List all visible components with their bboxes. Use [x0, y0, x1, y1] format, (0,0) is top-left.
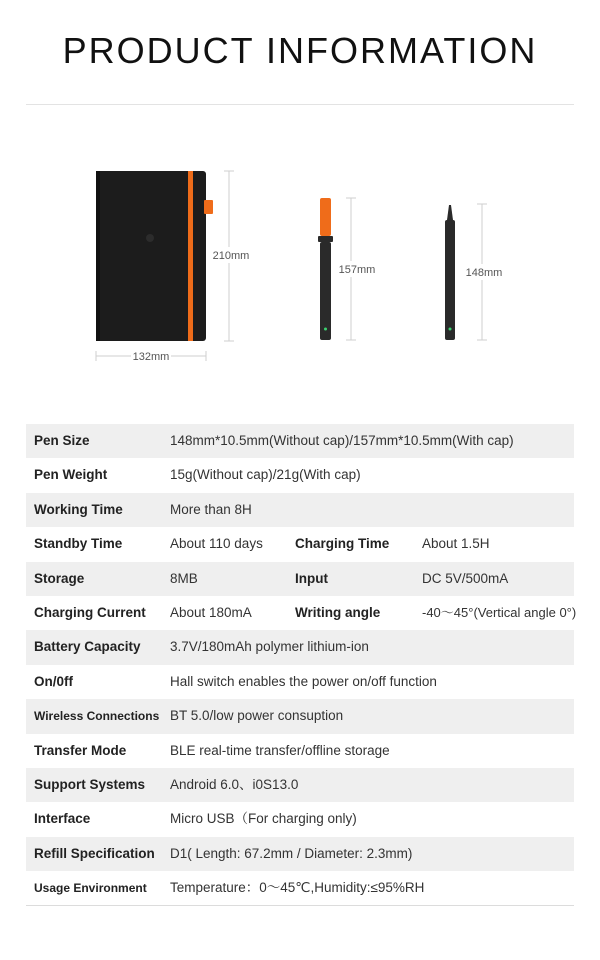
spec-row-refill-specification	[26, 837, 574, 871]
spec-label: Wireless Connections	[34, 709, 160, 724]
spec-value: 148mm*10.5mm(Without cap)/157mm*10.5mm(With cap)	[170, 433, 514, 448]
spec-row-support-systems	[26, 768, 574, 802]
pen-image	[445, 205, 455, 340]
spec-row-pen-weight	[26, 458, 574, 492]
pen-with-cap-length-label: 157mm	[338, 264, 376, 276]
spec-row-interface	[26, 802, 574, 836]
spec-label-secondary: Charging Time	[295, 536, 390, 552]
spec-value: BLE real-time transfer/offline storage	[170, 742, 390, 758]
spec-value: 15g(Without cap)/21g(With cap)	[170, 467, 361, 483]
spec-label-secondary: Writing angle	[295, 604, 381, 620]
pen-with-cap-image	[318, 198, 333, 340]
spec-label: Working Time	[34, 501, 123, 517]
spec-value: More than 8H	[170, 501, 252, 517]
spec-row-charging-current	[26, 596, 577, 630]
spec-row-usage-environment	[26, 871, 574, 905]
spec-value-secondary: DC 5V/500mA	[422, 570, 509, 586]
spec-value: Temperature：0～45℃,Humidity:≤95%RH	[170, 880, 425, 896]
spec-label: Pen Size	[34, 433, 90, 448]
spec-label: Usage Environment	[34, 881, 147, 896]
spec-value: Android 6.0、i0S13.0	[170, 776, 299, 792]
spec-label: Standby Time	[34, 536, 123, 552]
pen-with-cap-dimension	[337, 198, 377, 340]
spec-value: D1( Length: 67.2mm / Diameter: 2.3mm)	[170, 845, 413, 861]
pen-dimension	[464, 204, 504, 340]
spec-label: On/0ff	[34, 673, 73, 689]
table-bottom-divider	[26, 905, 574, 906]
notebook-height-dimension	[211, 171, 251, 341]
spec-value: Hall switch enables the power on/off function	[170, 673, 437, 689]
spec-value: About 110 days	[170, 536, 263, 552]
spec-label: Interface	[34, 811, 91, 827]
spec-label: Battery Capacity	[34, 639, 141, 655]
spec-value-secondary: -40～45°(Vertical angle 0°)	[422, 604, 577, 620]
spec-table	[26, 424, 577, 906]
spec-value: Micro USB（For charging only)	[170, 811, 357, 827]
spec-row-working-time	[26, 493, 574, 527]
spec-row-on-off	[26, 665, 574, 699]
spec-value: BT 5.0/low power consuption	[170, 708, 344, 724]
spec-value-secondary: About 1.5H	[422, 536, 490, 552]
spec-label: Transfer Mode	[34, 742, 127, 758]
pen-length-label: 148mm	[465, 267, 503, 279]
spec-row-standby-time	[26, 527, 574, 561]
title-divider	[26, 104, 574, 105]
spec-label: Support Systems	[34, 776, 146, 792]
page-title: PRODUCT INFORMATION	[62, 30, 538, 71]
spec-row-pen-size	[26, 424, 574, 458]
spec-label: Storage	[34, 570, 85, 586]
spec-label-secondary: Input	[295, 570, 328, 586]
notebook-image	[96, 171, 213, 341]
spec-label: Pen Weight	[34, 467, 108, 483]
notebook-width-label: 132mm	[132, 351, 170, 363]
spec-row-transfer-mode	[26, 734, 574, 768]
notebook-height-label: 210mm	[212, 250, 250, 262]
spec-label: Refill Specification	[34, 845, 155, 861]
product-illustration	[0, 110, 600, 410]
spec-value: 8MB	[170, 570, 198, 586]
spec-value: About 180mA	[170, 604, 252, 620]
notebook-width-dimension	[96, 348, 206, 364]
spec-row-storage	[26, 562, 574, 596]
spec-value: 3.7V/180mAh polymer lithium-ion	[170, 639, 369, 655]
spec-row-wireless-connections	[26, 699, 574, 733]
spec-row-battery-capacity	[26, 630, 574, 664]
spec-label: Charging Current	[34, 604, 146, 620]
